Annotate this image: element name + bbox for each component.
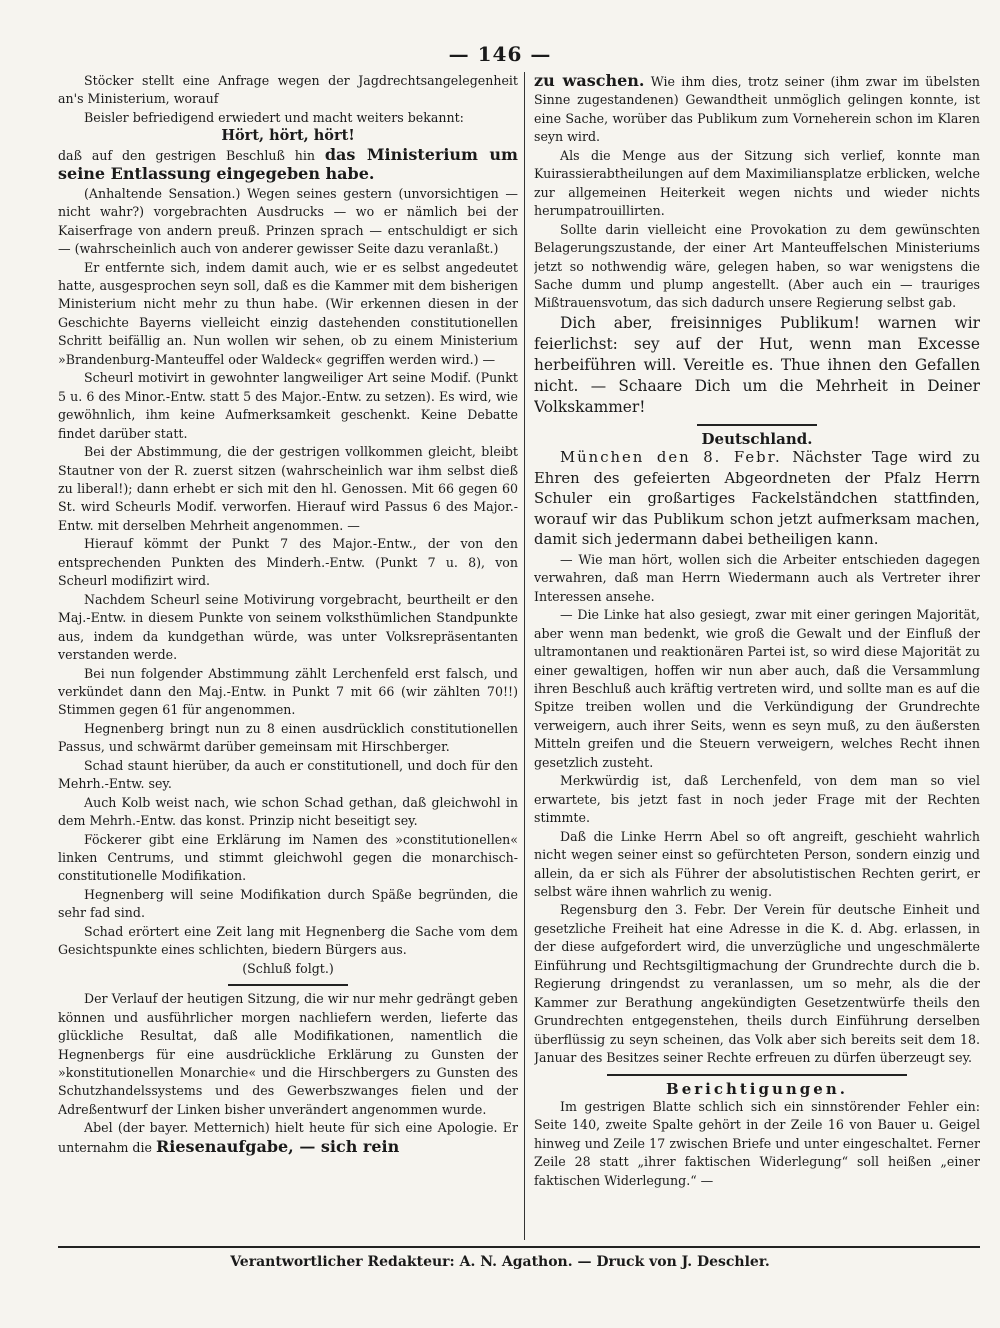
headline-text: zu waschen.	[534, 72, 645, 90]
appeal-paragraph: Dich aber, freisinniges Publikum! warnen wir feierlichst: sey auf der Hut, wenn man Excesse herbeiführen will. Vereitle es. Thue ihnen den Gefallen nicht. — Schaare Dich um die Mehrheit in Deiner Volkskammer!	[534, 313, 980, 416]
section-rule	[607, 1074, 907, 1076]
headline-text: das Ministerium um seine Entlassung eingegeben habe.	[58, 144, 518, 184]
text-run: Wie ihm dies, trotz seiner (ihm zwar im übelsten Sinne zugestandenen) Gewandtheit unmöglich gelingen konnte, ist eine Sache, worüber das Publikum zum Vorneherein schon im Klaren seyn wird.	[534, 74, 980, 145]
text-run: Nächster Tage wird zu Ehren des gefeierten Abgeordneten der Pfalz Herrn Schuler ein großartiges Fackelständchen stattfinden, worauf wir das Publikum schon jetzt aufmerksam machen, damit sich jedermann dabei betheiligen kann.	[534, 449, 980, 549]
paragraph: Der Verlauf der heutigen Sitzung, die wir nur mehr gedrängt geben können und ausführlicher morgen nachliefern werden, lieferte das glückliche Resultat, daß alle Modifikationen, namentlich die Hegnenbergs für eine ausdrückliche Erklärung zu Gunsten der »konstitutionellen Monarchie« und die Hirschbergers zu Gunsten des Schutzhandelssystems und des Gewerbszwanges fielen und der Adreßentwurf der Linken bisher unverändert angenommen wurde.	[58, 991, 518, 1117]
paragraph: — Die Linke hat also gesiegt, zwar mit einer geringen Majorität, aber wenn man bedenkt, wie groß die Gewalt und der Einfluß der ultramontanen und reaktionären Partei ist, so wird diese Majorität zu einer gewaltigen, hoffen wir nun aber auch, daß die Versammlung ihren Beschluß auch kräftig vertreten wird, und sollte man es auf die Spitze treiben wollen und die Verkündigung der Grundrechte verweigern, auch ihrer Seits, wenn es seyn muß, zu den äußersten Mitteln greifen und die Steuern verweigern, welches Recht ihnen gesetzlich zusteht.	[534, 607, 980, 770]
paragraph: (Anhaltende Sensation.) Wegen seines gestern (unvorsichtigen — nicht wahr?) vorgebrachten Ausdrucks — wo er nämlich bei der Kaiserfrage von andern preuß. Prinzen sprach — entschuldigt er sich — (wahrscheinlich auch von anderer gewisser Seite dazu veranlaßt.)	[58, 185, 518, 257]
paragraph: Hegnenberg bringt nun zu 8 einen ausdrücklich constitutionellen Passus, und schwärmt darüber gemeinsam mit Hirschberger.	[58, 720, 518, 755]
section-rule	[228, 984, 348, 986]
paragraph: Hegnenberg will seine Modifikation durch Späße begründen, die sehr fad sind.	[58, 886, 518, 921]
section-heading: Deutschland.	[701, 429, 813, 448]
paragraph: Er entfernte sich, indem damit auch, wie er es selbst angedeutet hatte, ausgesprochen seyn soll, daß es die Kammer mit dem bisherigen Ministerium nicht mehr zu thun habe. (Wir erkennen diesen in der Geschichte Bayerns vielleicht einzig dastehenden constitutionellen Schritt beifällig an. Nun wollen wir sehen, ob zu einem Ministerium »Brandenburg-Manteuffel oder Waldeck« gegriffen werden wird.) —	[58, 259, 518, 367]
headline-text: Riesenaufgabe, — sich rein	[156, 1136, 400, 1156]
paragraph: Auch Kolb weist nach, wie schon Schad gethan, daß gleichwohl in dem Mehrh.-Entw. das konst. Prinzip nicht beseitigt sey.	[58, 794, 518, 829]
right-column	[534, 72, 980, 1240]
exclamation: Hört, hört, hört!	[221, 127, 355, 145]
paragraph: Beisler befriedigend erwiedert und macht weiters bekannt:	[84, 109, 464, 125]
paragraph	[534, 72, 980, 147]
paragraph: Daß die Linke Herrn Abel so oft angreift, geschieht wahrlich nicht wegen seiner einst so gefürchteten Person, sondern einzig und allein, da er sich als Führer der absolutistischen Rechten gerirt, er selbst wäre ihnen wahrlich zu wenig.	[534, 828, 980, 899]
paragraph: Als die Menge aus der Sitzung sich verlief, konnte man Kuirassierabtheilungen auf dem Maximiliansplatze erblicken, welche zur allgemeinen Heiterkeit wegen nichts und wieder nichts herumpatrouillirten.	[534, 147, 980, 219]
paragraph: — Wie man hört, wollen sich die Arbeiter entschieden dagegen verwahren, daß man Herrn Wiedermann auch als Vertreter ihrer Interessen ansehe.	[534, 551, 980, 604]
left-column	[58, 72, 518, 1240]
paragraph: Schad erörtert eine Zeit lang mit Hegnenberg die Sache vom dem Gesichtspunkte eines schlichten, biedern Bürgers aus.	[58, 923, 518, 958]
paragraph: Föckerer gibt eine Erklärung im Namen des »constitutionellen« linken Centrums, und stimmt gleichwohl gegen die monarchisch-constitutionelle Modifikation.	[58, 831, 518, 884]
text-run: Abel (der bayer. Metternich) hielt heute für sich eine Apologie. Er unternahm die	[58, 1120, 518, 1155]
section-rule	[697, 424, 817, 426]
imprint: Verantwortlicher Redakteur: A. N. Agathon. — Druck von J. Deschler.	[230, 1254, 770, 1270]
dateline: München den 8. Febr.	[560, 449, 782, 467]
paragraph	[58, 146, 518, 185]
column-divider	[524, 72, 525, 1240]
paragraph: Scheurl motivirt in gewohnter langweiliger Art seine Modif. (Punkt 5 u. 6 des Minor.-Entw. statt 5 des Major.-Entw. zu setzen). Es wird, wie gewöhnlich, ihm keine Aufmerksamkeit geschenkt. Keine Debatte findet darüber statt.	[58, 370, 518, 441]
paragraph: Schad staunt hierüber, da auch er constitutionell, und doch für den Mehrh.-Entw. sey.	[58, 757, 518, 792]
paragraph	[534, 448, 980, 551]
paragraph: Sollte darin vielleicht eine Provokation zu dem gewünschten Belagerungszustande, der einer Art Manteuffelschen Ministeriums jetzt so nothwendig wäre, gelegen haben, so war wenigstens die Sache dumm und plump angestellt. (Aber auch ein — trauriges Mißtrauensvotum, das sich dadurch unsere Regierung selbst gab.	[534, 221, 980, 311]
paragraph: Bei nun folgender Abstimmung zählt Lerchenfeld erst falsch, und verkündet dann den Maj.-Entw. in Punkt 7 mit 66 (wir zählten 70!!) Stimmen gegen 61 für angenommen.	[58, 665, 518, 718]
paragraph: Bei der Abstimmung, die der gestrigen vollkommen gleicht, bleibt Stautner von der R. zuerst sitzen (wahrscheinlich war ihm selbst dieß zu liberal!); dann erhebt er sich mit den hl. Genossen. Mit 66 gegen 60 St. wird Scheurls Modif. verworfen. Hierauf wird Passus 6 des Major.-Entw. mit derselben Mehrheit angenommen. —	[58, 444, 518, 533]
page-number: — 146 —	[448, 42, 552, 66]
paragraph: Nachdem Scheurl seine Motivirung vorgebracht, beurtheilt er den Maj.-Entw. in diesem Punkte von seinem volksthümlichen Standpunkte aus, indem da kundgethan würde, was unter Volksrepräsentanten verstanden werde.	[58, 591, 518, 663]
paragraph: Stöcker stellt eine Anfrage wegen der Jagdrechtsangelegenheit an's Ministerium, worauf	[58, 73, 518, 107]
text-run: daß auf den gestrigen Beschluß hin	[58, 147, 315, 163]
paragraph: Hierauf kömmt der Punkt 7 des Major.-Entw., der von den entsprechenden Punkten des Minderh.-Entw. (Punkt 7 u. 8), von Scheurl modifizirt wird.	[58, 536, 518, 589]
footer-rule	[58, 1246, 980, 1248]
paragraph: Regensburg den 3. Febr. Der Verein für deutsche Einheit und gesetzliche Freiheit hat eine Adresse in die K. d. Abg. erlassen, in der diese aufgefordert wird, die unverzügliche und ungeschmälerte Einführung und Rechtsgiltigmachung der Grundrechte durch die b. Regierung dringendst zu veranlassen, um so mehr, als die der Kammer zur Berathung angekündigten Gesetzentwürfe theils den Grundrechten entgegenstehen, theils durch Einführung derselben überflüssig zu seyn scheinen, das Volk aber sich bereits seit dem 18. Januar des Besitzes seiner Rechte erfreuen zu dürfen überzeugt sey.	[534, 902, 980, 1066]
paragraph: Merkwürdig ist, daß Lerchenfeld, von dem man so viel erwartete, bis jetzt fast in noch jeder Frage mit der Rechten stimmte.	[534, 773, 980, 826]
paragraph	[58, 1119, 518, 1157]
section-heading: Berichtigungen.	[666, 1079, 848, 1098]
paragraph: Im gestrigen Blatte schlich sich ein sinnstörender Fehler ein: Seite 140, zweite Spalte gehört in der Zeile 16 von Bauer u. Geigel hinweg und Zeile 17 zwischen Briefe und unter eingeschaltet. Ferner Zeile 28 statt „ihrer faktischen Widerlegung“ soll heißen „einer faktischen Widerlegung.“ —	[534, 1098, 980, 1188]
continuation-note: (Schluß folgt.)	[242, 960, 334, 976]
